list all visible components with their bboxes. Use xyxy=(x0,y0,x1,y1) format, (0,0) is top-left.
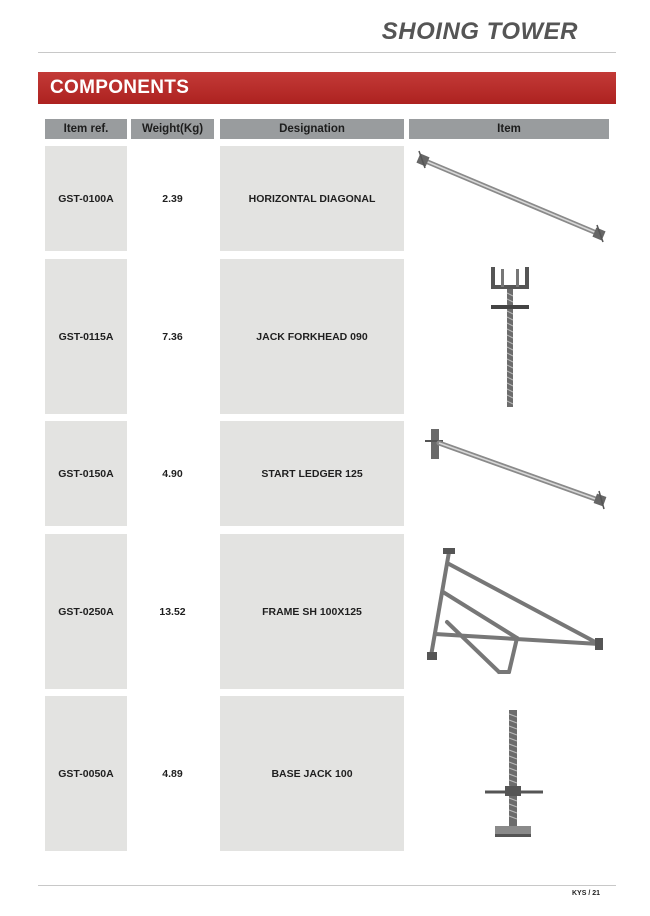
jack-forkhead-image xyxy=(409,259,609,414)
designation-cell: FRAME SH 100X125 xyxy=(220,534,404,689)
section-banner xyxy=(38,72,616,104)
weight-cell: 4.90 xyxy=(131,421,214,526)
page-number: KYS / 21 xyxy=(571,890,600,897)
item-ref-cell: GST-0050A xyxy=(45,696,127,851)
item-ref-cell: GST-0115A xyxy=(45,259,127,414)
frame-image xyxy=(409,534,609,689)
item-ref-cell: GST-0150A xyxy=(45,421,127,526)
designation-cell: JACK FORKHEAD 090 xyxy=(220,259,404,414)
section-title: COMPONENTS xyxy=(50,77,190,98)
start-ledger-image xyxy=(409,421,609,526)
footer-divider xyxy=(38,885,616,886)
designation-cell: HORIZONTAL DIAGONAL xyxy=(220,146,404,251)
designation-cell: START LEDGER 125 xyxy=(220,421,404,526)
weight-cell: 13.52 xyxy=(131,534,214,689)
column-header-designation: Designation xyxy=(220,119,404,139)
header-divider xyxy=(38,52,616,53)
weight-cell: 4.89 xyxy=(131,696,214,851)
column-header-weight: Weight(Kg) xyxy=(131,119,214,139)
designation-cell: BASE JACK 100 xyxy=(220,696,404,851)
horizontal-diagonal-image xyxy=(409,146,609,251)
base-jack-image xyxy=(409,696,609,851)
weight-cell: 7.36 xyxy=(131,259,214,414)
document-title: SHOING TOWER xyxy=(381,18,578,45)
item-ref-cell: GST-0250A xyxy=(45,534,127,689)
column-header-item: Item xyxy=(409,119,609,139)
item-ref-cell: GST-0100A xyxy=(45,146,127,251)
weight-cell: 2.39 xyxy=(131,146,214,251)
column-header-item-ref: Item ref. xyxy=(45,119,127,139)
